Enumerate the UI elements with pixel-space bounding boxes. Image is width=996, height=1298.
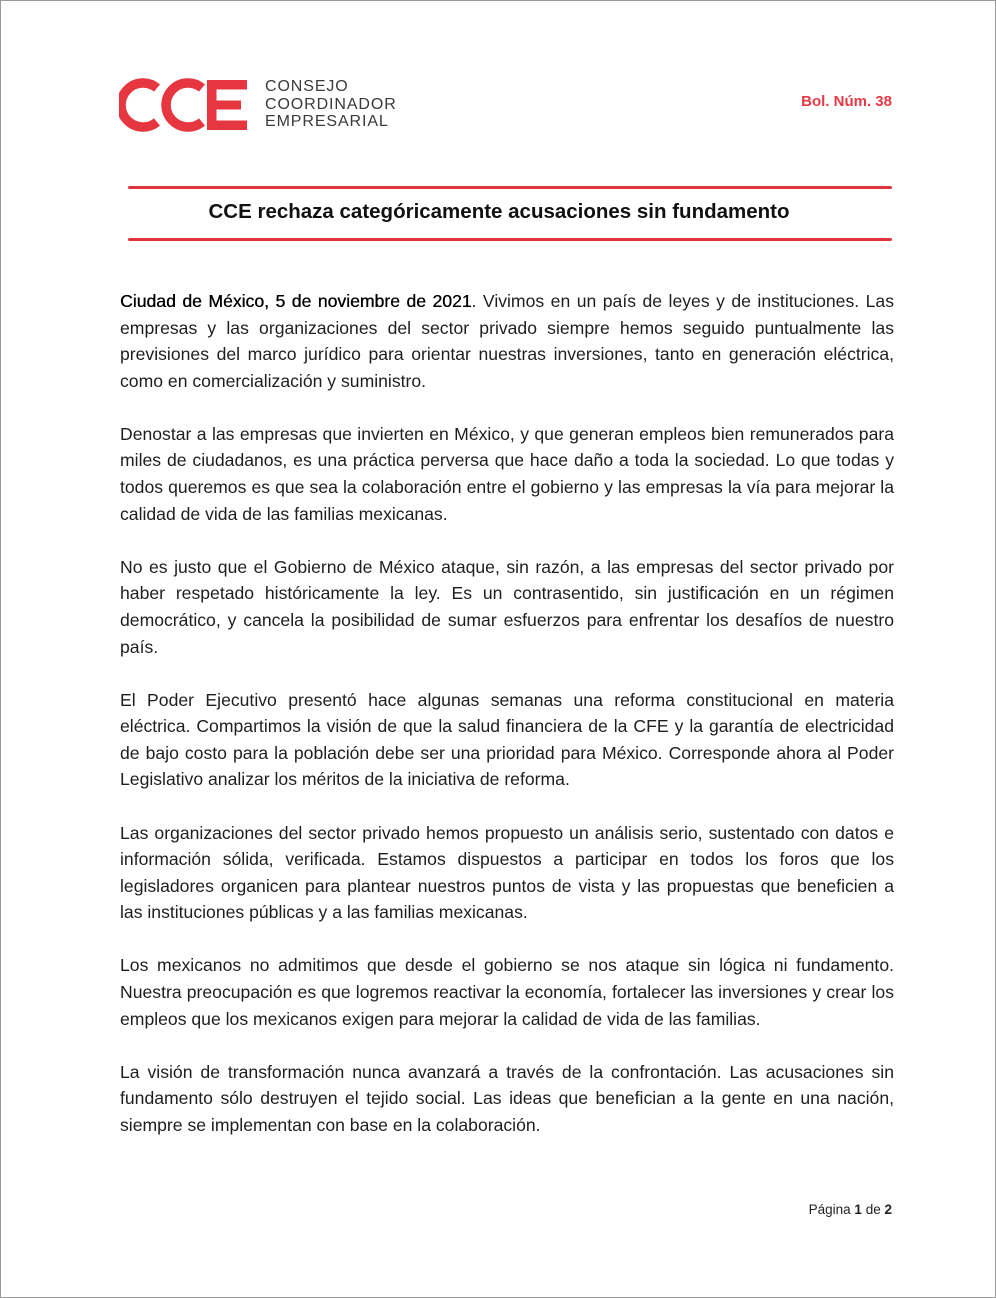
paragraph-3: No es justo que el Gobierno de México ataque, sin razón, a las empresas del sector privado por haber respetado históricamente la ley. Es un contrasentido, sin justificación en un régimen democrático, y cancela la posibilidad de sumar esfuerzos para enfrentar los desafíos de nuestro país. bbox=[120, 556, 894, 657]
paragraph-2: Denostar a las empresas que invierten en México, y que generan empleos bien remunerados para miles de ciudadanos, es una práctica perversa que hace daño a toda la sociedad. Lo que todas y todos queremos es que sea la colaboración entre el gobierno y las empresas la vía para mejorar la calidad de vida de las familias mexicanas. bbox=[120, 423, 894, 524]
page-label: Página bbox=[808, 1202, 851, 1217]
press-release-body bbox=[120, 288, 894, 1165]
paragraph-1 bbox=[120, 288, 894, 394]
logo-line-1: CONSEJO bbox=[265, 78, 349, 95]
title-rule-top bbox=[128, 186, 892, 189]
title-rule-bottom bbox=[128, 238, 892, 241]
cce-logo-mark bbox=[119, 77, 251, 133]
logo-line-3: EMPRESARIAL bbox=[265, 113, 389, 130]
logo-line-2: COORDINADOR bbox=[265, 95, 397, 113]
page-number bbox=[809, 1202, 892, 1217]
paragraph-7: La visión de transformación nunca avanzará a través de la confrontación. Las acusaciones sin fundamento sólo destruyen el tejido social. Las ideas que benefician a la gente en una nación, siempre se implementan con base en la colaboración. bbox=[120, 1061, 894, 1135]
dateline: Ciudad de México, 5 de noviembre de 2021 bbox=[120, 291, 472, 311]
press-release-title: CCE rechaza categóricamente acusaciones sin fundamento bbox=[208, 200, 790, 223]
page-of: de bbox=[865, 1202, 881, 1217]
paragraph-4: El Poder Ejecutivo presentó hace algunas semanas una reforma constitucional en materia eléctrica. Compartimos la visión de que la salud financiera de la CFE y la garantía de electricidad de bajo costo para la población debe ser una prioridad para México. Corresponde ahora al Poder Legislativo analizar los méritos de la iniciativa de reforma. bbox=[120, 689, 894, 790]
paragraph-1-text: . Vivimos en un país de leyes y de instituciones. Las empresas y las organizaciones del sector privado siempre hemos seguido puntualmente las previsiones del marco jurídico para orientar nuestras inversiones, tanto en generación eléctrica, como en comercialización y suministro. bbox=[120, 291, 894, 391]
cce-logo bbox=[119, 77, 397, 133]
paragraph-5: Las organizaciones del sector privado hemos propuesto un análisis serio, sustentado con datos e información sólida, verificada. Estamos dispuestos a participar en todos los foros que los legisladores organicen para plantear nuestros puntos de vista y las propuestas que beneficien a las instituciones públicas y a las familias mexicanas. bbox=[120, 822, 894, 923]
bulletin-number: Bol. Núm. 38 bbox=[801, 93, 892, 110]
page-current: 1 bbox=[854, 1202, 862, 1217]
paragraph-6: Los mexicanos no admitimos que desde el gobierno se nos ataque sin lógica ni fundamento. Nuestra preocupación es que logremos reactivar la economía, fortalecer las inversiones y crear los empleos que los mexicanos exigen para mejorar la calidad de vida de las familias. bbox=[120, 955, 894, 1029]
page-total: 2 bbox=[884, 1202, 892, 1217]
logo-wordmark bbox=[265, 78, 397, 131]
